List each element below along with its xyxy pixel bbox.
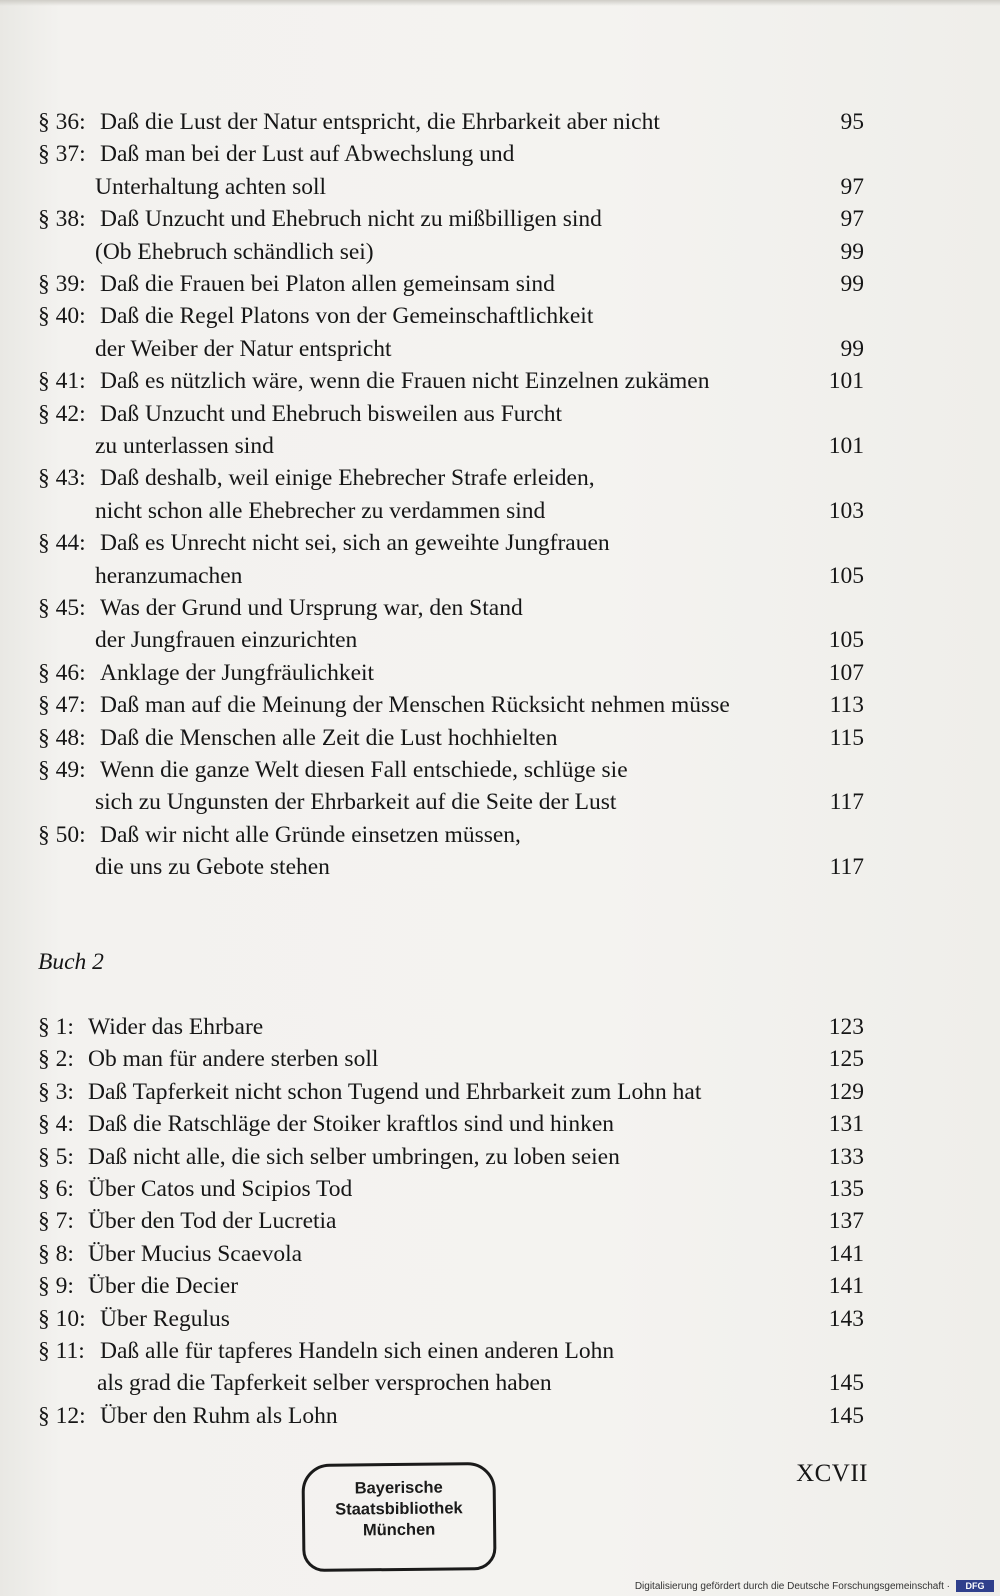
toc-entry-title: Daß Unzucht und Ehebruch nicht zu mißbilligen sind xyxy=(100,206,602,233)
toc-entry-number: § 39: xyxy=(38,271,86,297)
toc-entry-title: Über die Decier xyxy=(88,1273,239,1300)
toc-entry-page: 135 xyxy=(828,1176,864,1202)
toc-entry-page: 105 xyxy=(828,562,864,589)
toc-entry-number: § 49: xyxy=(38,757,86,783)
toc-entry-number: § 8: xyxy=(38,1240,74,1267)
toc-entry-page: 131 xyxy=(828,1111,864,1138)
toc-entry-number: § 37: xyxy=(38,141,86,168)
toc-entry-page: 99 xyxy=(840,238,864,265)
toc-entry-page: 141 xyxy=(828,1273,864,1300)
toc-entry-page: 129 xyxy=(828,1078,864,1105)
toc-entry-title: Daß es Unrecht nicht sei, sich an geweihte Jungfrauen xyxy=(100,530,610,557)
toc-entry-title: Daß Unzucht und Ehebruch bisweilen aus Furcht xyxy=(100,400,563,427)
toc-entry-page: 107 xyxy=(828,659,864,686)
toc-entry-number: § 47: xyxy=(38,692,86,719)
page-top-edge xyxy=(0,0,1000,6)
toc-entry-page: 97 xyxy=(840,206,864,233)
toc-entry-number: § 1: xyxy=(38,1014,74,1040)
toc-entry-title: Daß nicht alle, die sich selber umbringen, zu loben seien xyxy=(88,1143,620,1170)
toc-entry-page: 105 xyxy=(828,627,864,654)
toc-entry-title: Daß die Menschen alle Zeit die Lust hochhielten xyxy=(100,724,558,751)
toc-entry-page: 133 xyxy=(828,1143,864,1170)
toc-entry-title: Daß deshalb, weil einige Ehebrecher Strafe erleiden, xyxy=(100,465,595,492)
stamp-line-1: Bayerische xyxy=(354,1478,443,1498)
toc-entry-page: 97 xyxy=(840,173,864,200)
toc-entry-title: Daß wir nicht alle Gründe einsetzen müssen, xyxy=(100,821,521,848)
toc-entry-number: § 6: xyxy=(38,1176,74,1202)
toc-entry-title-continued: Unterhaltung achten soll xyxy=(95,173,327,200)
toc-entry-title: Über den Ruhm als Lohn xyxy=(100,1402,338,1429)
toc-entry-number: § 41: xyxy=(38,368,86,395)
toc-entry-number: § 40: xyxy=(38,303,86,330)
toc-entry-number: § 2: xyxy=(38,1046,74,1073)
library-stamp xyxy=(301,1462,496,1572)
toc-entry-number: § 48: xyxy=(38,724,86,751)
toc-entry-title-continued: die uns zu Gebote stehen xyxy=(95,854,330,881)
toc-entry-title: Ob man für andere sterben soll xyxy=(88,1046,379,1073)
toc-entry-number: § 9: xyxy=(38,1273,74,1300)
toc-entry-title: Daß man auf die Meinung der Menschen Rücksicht nehmen müsse xyxy=(100,692,730,719)
toc-entry-title-continued: der Jungfrauen einzurichten xyxy=(95,627,358,654)
toc-entry-title: Wenn die ganze Welt diesen Fall entschiede, schlüge sie xyxy=(100,757,628,783)
toc-entry-title: Über Regulus xyxy=(100,1305,230,1332)
digitization-credit: Digitalisierung gefördert durch die Deutsche Forschungsgemeinschaft · xyxy=(634,1581,950,1592)
toc-entry-number: § 46: xyxy=(38,659,86,686)
toc-entry-page: 103 xyxy=(828,497,864,524)
toc-entry-title: Daß alle für tapferes Handeln sich einen anderen Lohn xyxy=(100,1338,615,1364)
toc-entry-page: 123 xyxy=(828,1014,864,1040)
toc-entry-title: Über Catos und Scipios Tod xyxy=(88,1176,353,1202)
toc-entry-page: 117 xyxy=(829,789,864,816)
toc-entry-title: Daß die Lust der Natur entspricht, die Ehrbarkeit aber nicht xyxy=(100,109,660,135)
toc-entry-page: 125 xyxy=(828,1046,864,1073)
toc-entry-title: (Ob Ehebruch schändlich sei) xyxy=(95,238,374,265)
toc-entry-number: § 45: xyxy=(38,595,86,621)
toc-entry-number: § 3: xyxy=(38,1078,74,1105)
toc-entry-page: 143 xyxy=(828,1305,864,1332)
toc-entry-title: Über den Tod der Lucretia xyxy=(88,1208,337,1235)
toc-entry-page: 145 xyxy=(828,1402,864,1429)
toc-entry-title: Daß man bei der Lust auf Abwechslung und xyxy=(100,141,515,168)
toc-entry-number: § 36: xyxy=(38,109,86,135)
toc-entry-title-continued: der Weiber der Natur entspricht xyxy=(95,335,392,362)
toc-entry-number: § 50: xyxy=(38,821,86,848)
toc-entry-title: Wider das Ehrbare xyxy=(88,1014,264,1040)
toc-entry-title-continued: zu unterlassen sind xyxy=(95,433,274,459)
toc-entry-number: § 44: xyxy=(38,530,86,557)
toc-entry-number: § 43: xyxy=(38,465,86,492)
section-heading-book-2: Buch 2 xyxy=(38,949,104,975)
toc-entry-title-continued: heranzumachen xyxy=(95,562,243,589)
toc-entry-title: Was der Grund und Ursprung war, den Stand xyxy=(100,595,523,621)
toc-entry-title: Daß Tapferkeit nicht schon Tugend und Ehrbarkeit zum Lohn hat xyxy=(88,1078,702,1105)
toc-entry-number: § 12: xyxy=(38,1402,86,1429)
toc-entry-title-continued: sich zu Ungunsten der Ehrbarkeit auf die Seite der Lust xyxy=(95,789,617,816)
toc-entry-title: Über Mucius Scaevola xyxy=(88,1240,303,1267)
page-folio: XCVII xyxy=(796,1460,868,1487)
toc-entry-page: 95 xyxy=(840,109,864,135)
toc-entry-number: § 4: xyxy=(38,1111,74,1138)
toc-entry-page: 99 xyxy=(840,335,864,362)
toc-entry-number: § 10: xyxy=(38,1305,86,1332)
stamp-line-2: Staatsbibliothek xyxy=(335,1499,463,1519)
toc-entry-page: 145 xyxy=(828,1370,864,1397)
toc-entry-page: 137 xyxy=(828,1208,864,1235)
toc-entry-title: Daß es nützlich wäre, wenn die Frauen nicht Einzelnen zukämen xyxy=(100,368,710,395)
toc-entry-number: § 11: xyxy=(38,1338,85,1364)
toc-entry-page: 101 xyxy=(828,368,864,395)
toc-entry-number: § 42: xyxy=(38,400,86,427)
toc-entry-title: Daß die Regel Platons von der Gemeinschaftlichkeit xyxy=(100,303,594,330)
toc-entry-page: 101 xyxy=(828,433,864,459)
toc-entry-title: Daß die Ratschläge der Stoiker kraftlos sind und hinken xyxy=(88,1111,615,1138)
toc-entry-title-continued: als grad die Tapferkeit selber versprochen haben xyxy=(97,1370,552,1397)
stamp-line-3: München xyxy=(362,1520,436,1540)
toc-entry-page: 99 xyxy=(840,271,864,297)
toc-entry-page: 115 xyxy=(829,724,864,751)
toc-entry-number: § 38: xyxy=(38,206,86,233)
toc-entry-title: Anklage der Jungfräulichkeit xyxy=(100,659,375,686)
toc-entry-number: § 7: xyxy=(38,1208,74,1235)
toc-entry-page: 113 xyxy=(829,692,864,719)
dfg-logo: DFG xyxy=(956,1580,994,1592)
toc-entry-title: Daß die Frauen bei Platon allen gemeinsam sind xyxy=(100,271,555,297)
toc-entry-page: 117 xyxy=(829,854,864,881)
toc-entry-title-continued: nicht schon alle Ehebrecher zu verdammen sind xyxy=(95,497,546,524)
toc-entry-number: § 5: xyxy=(38,1143,74,1170)
toc-entry-page: 141 xyxy=(828,1240,864,1267)
